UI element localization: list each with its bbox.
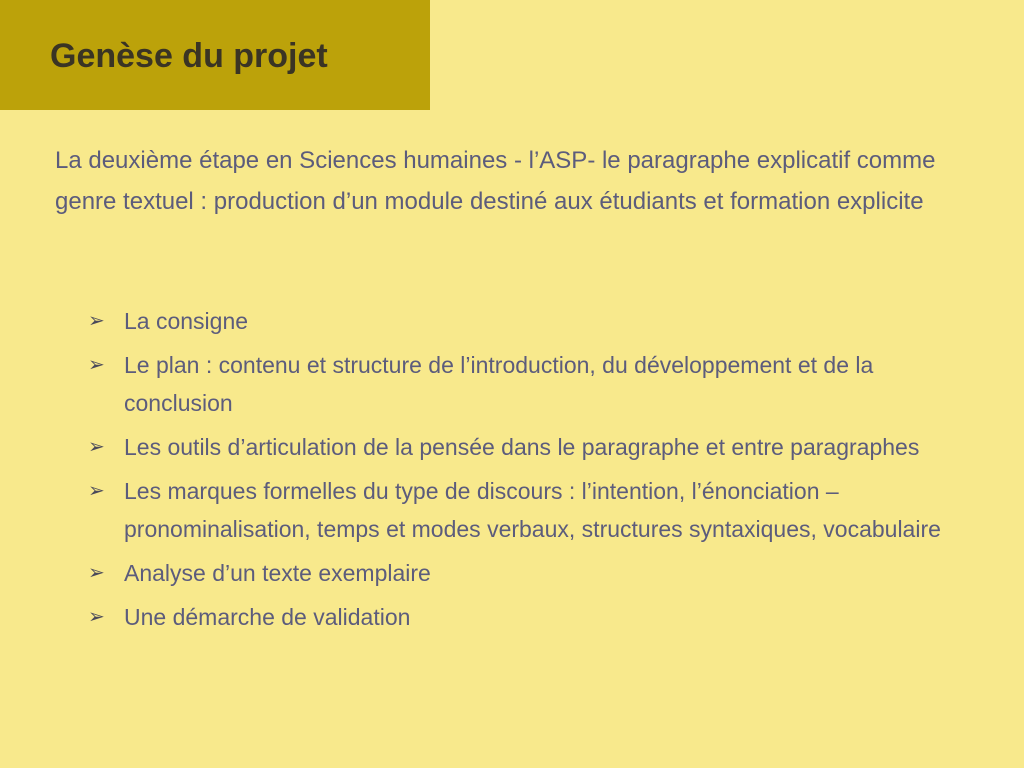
bullet-item (88, 472, 988, 548)
bullet-item (88, 302, 988, 340)
bullet-text: Analyse d’un texte exemplaire (124, 560, 431, 586)
slide-title: Genèse du projet (50, 37, 328, 75)
arrowhead-bullet-icon: ➢ (88, 480, 105, 502)
intro-paragraph: La deuxième étape en Sciences humaines - l’ASP- le paragraphe explicatif comme genre textuel : production d’un module destiné aux étudiants et formation explicite (55, 147, 936, 215)
arrowhead-bullet-icon: ➢ (88, 436, 105, 458)
bullet-text: Une démarche de validation (124, 604, 411, 630)
arrowhead-bullet-icon: ➢ (88, 562, 105, 584)
arrowhead-bullet-icon: ➢ (88, 310, 105, 332)
bullet-item (88, 428, 988, 466)
arrowhead-bullet-icon: ➢ (88, 354, 105, 376)
bullet-item (88, 598, 988, 636)
bullet-text: La consigne (124, 308, 249, 334)
bullet-list (88, 302, 988, 642)
bullet-text: Les outils d’articulation de la pensée dans le paragraphe et entre paragraphes (124, 434, 920, 460)
bullet-item (88, 346, 988, 422)
bullet-text: Les marques formelles du type de discours : l’intention, l’énonciation – pronominalisation, temps et modes verbaux, structures syntaxiques, vocabulaire (124, 478, 941, 542)
title-box (0, 0, 430, 110)
bullet-text: Le plan : contenu et structure de l’introduction, du développement et de la conclusion (124, 352, 874, 416)
arrowhead-bullet-icon: ➢ (88, 606, 105, 628)
bullet-item (88, 554, 988, 592)
